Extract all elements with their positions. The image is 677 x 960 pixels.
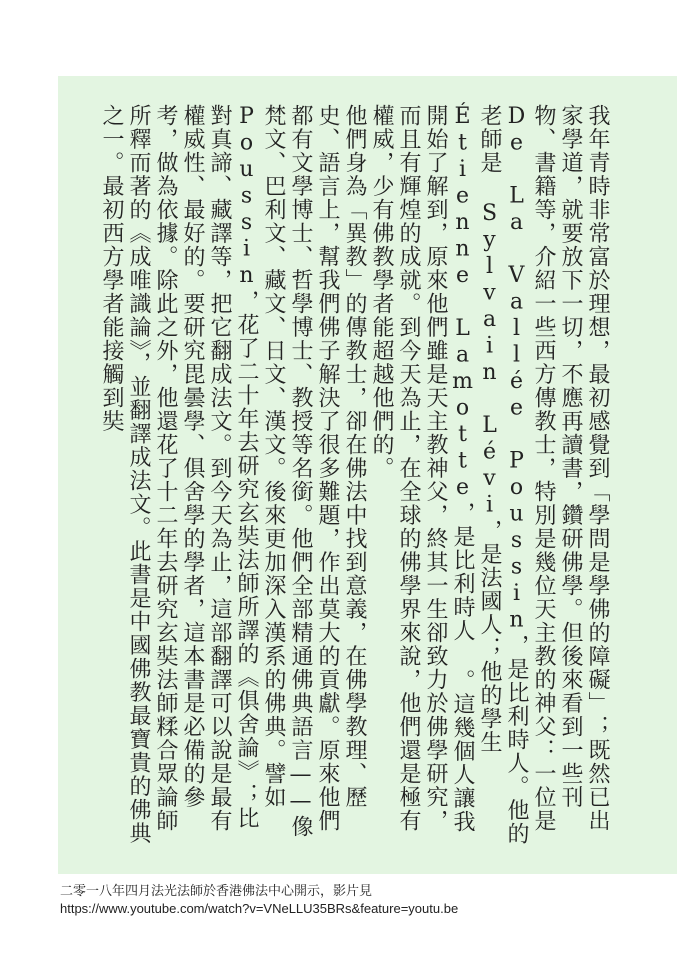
content-panel (58, 76, 677, 874)
paragraph-1: 我年青時非常富於理想，最初感覺到「學問是學佛的障礙」；既然已出家學道，就要放下一切，不應再讀書，鑽研佛學。但後來看到一些刊物、書籍等，介紹一些西方傳教士，特別是幾位天主教的神父：一位是 De La Vallée Poussin，是比利時人。他的老師是 Sylvain Lévi，是法國人；他的學生 Étienne Lamotte，是比利時人 。這幾個人讓我開始了解到，原來他們雖是天主教神父，終其一生卻致力於佛學研究，而且有輝煌的成就。到今天為止，在全球的佛學界來說，他們還是極有權威，少有佛教學者能超越他們的。 (369, 104, 610, 846)
footer-caption: 二零一八年四月法光法師於香港佛法中心開示，影片見 (60, 884, 373, 899)
paragraph-2: 他們身為「異教」的傳教士，卻在佛法中找到意義，在佛學教理、歷史、語言上，幫我們佛子解決了很多難題，作出莫大的貢獻。原來他們都有文學博士、哲學博士、教授等名銜。他們全部精通佛典語言——像梵文、巴利文、藏文、日文、漢文。後來更加深入漢系的佛典。譬如 Poussin，花了二十年去研究玄奘法師所譯的《俱舍論》；比對真諦、藏譯等，把它翻成法文。到今天為止，這部翻譯可以說是最有權威性、最好的。要研究毘曇學、俱舍學的學者，這本書是必備的參考，做為依據。除此之外，他還花了十二年去研究玄奘法師糅合眾論師所釋而著的《成唯識論》，並翻譯成法文。此書是中國佛教最寶貴的佛典之一。最初西方學者能接觸到奘 (99, 104, 367, 845)
vertical-text-block (98, 104, 611, 849)
video-link[interactable]: https://www.youtube.com/watch?v=VNeLLU35BRs&feature=youtu.be (60, 901, 459, 916)
footer (60, 883, 458, 917)
